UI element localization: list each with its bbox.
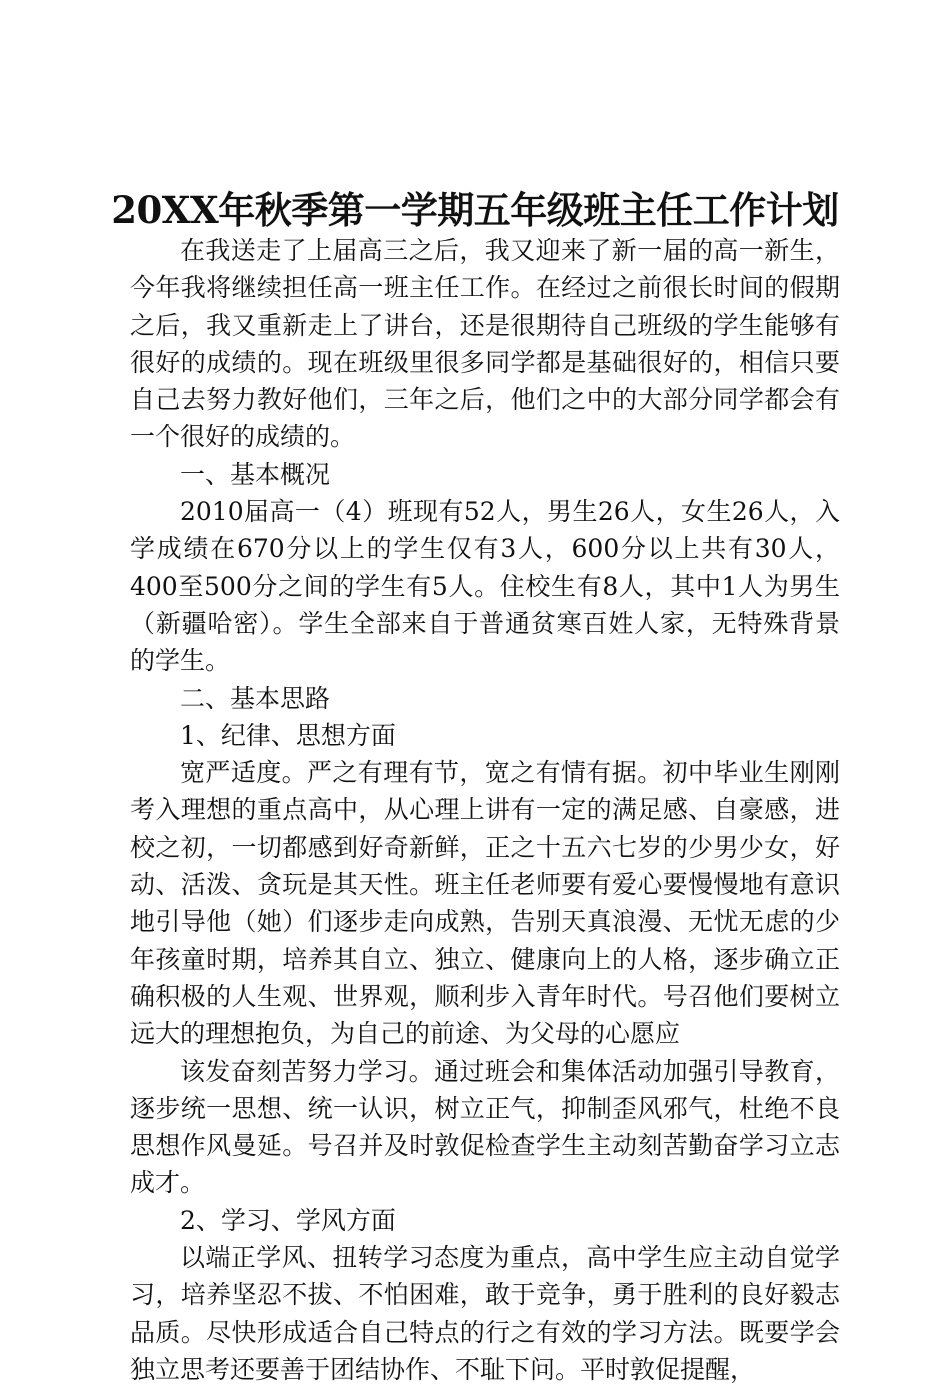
section-heading-approach: 二、基本思路 — [180, 683, 331, 713]
overview-paragraph: 2010届高一（4）班现有52人，男生26人，女生26人，入学成绩在670分以上的学生仅有3人，600分以上共有30人，400至500分之间的学生有5人。住校生有8人，其中1人为男生（新疆哈密）。学生全部来自于普通贫寒百姓人家，无特殊背景的学生。 — [130, 497, 840, 676]
section-heading-overview: 一、基本概况 — [180, 459, 331, 489]
document-body — [130, 232, 840, 1388]
discipline-paragraph-continued: 该发奋刻苦努力学习。通过班会和集体活动加强引导教育，逐步统一思想、统一认识，树立正气，抑制歪风邪气，杜绝不良思想作风曼延。号召并及时敦促检查学生主动刻苦勤奋学习立志成才。 — [130, 1056, 840, 1198]
subheading-discipline: 1、纪律、思想方面 — [180, 720, 396, 750]
document-title: 20XX年秋季第一学期五年级班主任工作计划 — [111, 188, 839, 232]
intro-paragraph: 在我送走了上届高三之后，我又迎来了新一届的高一新生，今年我将继续担任高一班主任工作。在经过之前很长时间的假期之后，我又重新走上了讲台，还是很期待自己班级的学生能够有很好的成绩的。现在班级里很多同学都是基础很好的，相信只要自己去努力教好他们，三年之后，他们之中的大部分同学都会有一个很好的成绩的。 — [130, 236, 840, 452]
discipline-paragraph: 宽严适度。严之有理有节，宽之有情有据。初中毕业生刚刚考入理想的重点高中，从心理上讲有一定的满足感、自豪感，进校之初，一切都感到好奇新鲜，正之十五六七岁的少男少女，好动、活泼、贪玩是其天性。班主任老师要有爱心要慢慢地有意识地引导他（她）们逐步走向成熟，告别天真浪漫、无忧无虑的少年孩童时期，培养其自立、独立、健康向上的人格，逐步确立正确积极的人生观、世界观，顺利步入青年时代。号召他们要树立远大的理想抱负，为自己的前途、为父母的心愿应 — [130, 758, 840, 1049]
study-paragraph: 以端正学风、扭转学习态度为重点，高中学生应主动自觉学习，培养坚忍不拔、不怕困难，敢于竞争，勇于胜利的良好毅志品质。尽快形成适合自己特点的行之有效的学习方法。既要学会独立思考还要善于团结协作、不耻下问。平时敦促提醒， — [130, 1243, 840, 1384]
subheading-study: 2、学习、学风方面 — [180, 1205, 396, 1235]
